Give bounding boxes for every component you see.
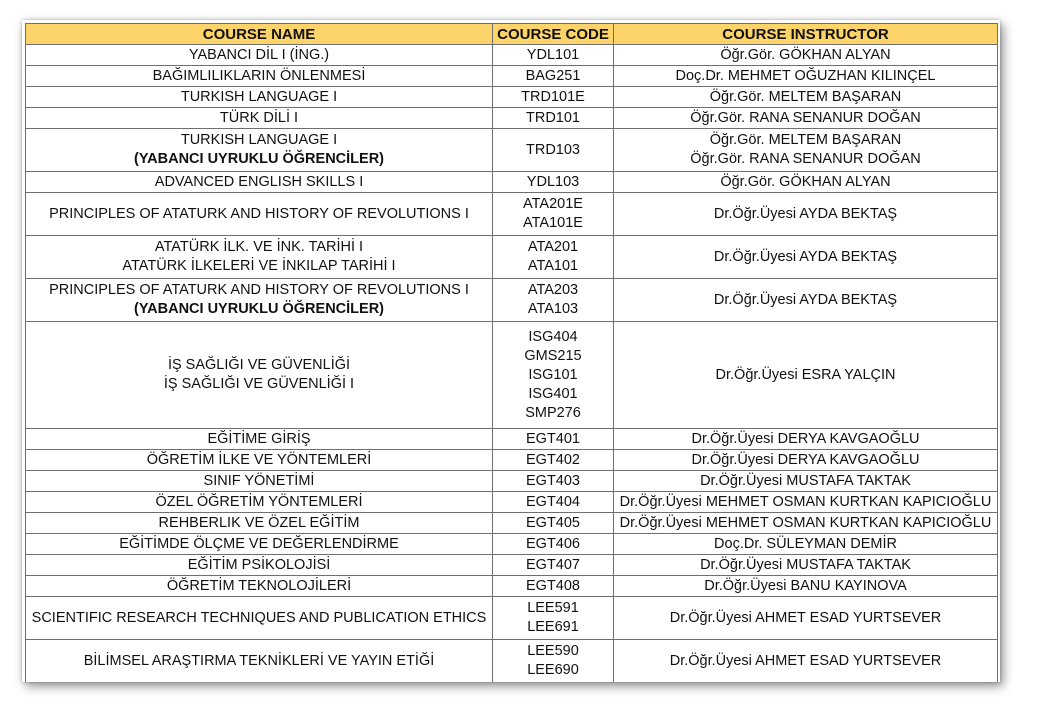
course-name-cell — [26, 513, 493, 534]
table-row — [26, 172, 998, 193]
table-row — [26, 66, 998, 87]
instructor-name: Dr.Öğr.Üyesi AYDA BEKTAŞ — [713, 291, 898, 308]
header-course-instructor: COURSE INSTRUCTOR — [614, 24, 998, 45]
instructor-name: Dr.Öğr.Üyesi MUSTAFA TAKTAK — [700, 556, 911, 573]
table-row — [26, 108, 998, 129]
course-code: ATA201E — [523, 196, 583, 212]
course-code: YDL103 — [526, 173, 580, 190]
course-code: ATA201 — [527, 239, 579, 255]
course-code: TRD103 — [526, 141, 580, 158]
instructor-name: Dr.Öğr.Üyesi AHMET ESAD YURTSEVER — [669, 652, 942, 669]
course-name-cell — [26, 492, 493, 513]
course-code: TRD101E — [521, 88, 585, 105]
course-name-cell — [26, 279, 493, 322]
course-instructor-cell — [614, 492, 998, 513]
course-code-cell — [493, 471, 614, 492]
course-code-cell — [493, 172, 614, 193]
course-name-cell — [26, 129, 493, 172]
course-code-cell — [493, 555, 614, 576]
course-name-line: ADVANCED ENGLISH SKILLS I — [154, 173, 364, 190]
course-name-cell — [26, 87, 493, 108]
course-instructor-cell — [614, 279, 998, 322]
course-code-cell — [493, 597, 614, 640]
course-instructor-cell — [614, 172, 998, 193]
course-code: EGT408 — [526, 577, 580, 594]
instructor-name: Dr.Öğr.Üyesi AYDA BEKTAŞ — [713, 248, 898, 265]
course-instructor-cell — [614, 450, 998, 471]
table-row — [26, 429, 998, 450]
table-row — [26, 45, 998, 66]
course-code: EGT405 — [526, 514, 580, 531]
course-code: EGT406 — [526, 535, 580, 552]
course-name-cell — [26, 322, 493, 429]
course-name-line: EĞİTİM PSİKOLOJİSİ — [187, 556, 331, 573]
instructor-name: Öğr.Gör. RANA SENANUR DOĞAN — [690, 109, 921, 126]
course-instructor-cell — [614, 534, 998, 555]
course-name-cell — [26, 108, 493, 129]
course-name-cell — [26, 193, 493, 236]
course-name-cell — [26, 66, 493, 87]
course-instructor-cell — [614, 429, 998, 450]
course-code-cell — [493, 87, 614, 108]
course-code: LEE690 — [527, 662, 579, 678]
course-name-cell — [26, 555, 493, 576]
course-instructor-cell — [614, 45, 998, 66]
table-row — [26, 555, 998, 576]
header-row — [26, 24, 998, 45]
instructor-name: Dr.Öğr.Üyesi MUSTAFA TAKTAK — [700, 472, 911, 489]
table-row — [26, 450, 998, 471]
course-name-cell — [26, 640, 493, 683]
course-instructor-cell — [614, 193, 998, 236]
course-name-cell — [26, 172, 493, 193]
course-name-cell — [26, 236, 493, 279]
course-code-cell — [493, 492, 614, 513]
course-instructor-cell — [614, 471, 998, 492]
course-code: ISG404 — [528, 328, 578, 345]
course-name-cell — [26, 45, 493, 66]
course-code: EGT402 — [526, 451, 580, 468]
instructor-name: Öğr.Gör. RANA SENANUR DOĞAN — [690, 151, 921, 167]
instructor-name: Öğr.Gör. GÖKHAN ALYAN — [720, 173, 891, 190]
course-name-line: ÖĞRETİM İLKE VE YÖNTEMLERİ — [146, 451, 372, 468]
course-code: EGT404 — [526, 493, 580, 510]
table-row — [26, 513, 998, 534]
course-name-line: ÖĞRETİM TEKNOLOJİLERİ — [166, 577, 352, 594]
course-code: ISG401 — [528, 385, 578, 402]
course-name-line: REHBERLIK VE ÖZEL EĞİTİM — [158, 514, 360, 531]
header-course-code: COURSE CODE — [493, 24, 614, 45]
instructor-name: Dr.Öğr.Üyesi AHMET ESAD YURTSEVER — [669, 609, 942, 626]
course-instructor-cell — [614, 236, 998, 279]
course-instructor-cell — [614, 640, 998, 683]
header-course-name: COURSE NAME — [26, 24, 493, 45]
table-row — [26, 279, 998, 322]
table-row — [26, 236, 998, 279]
course-name-line: TÜRK DİLİ I — [219, 109, 299, 126]
instructor-name: Doç.Dr. MEHMET OĞUZHAN KILINÇEL — [675, 67, 936, 84]
instructor-name: Öğr.Gör. MELTEM BAŞARAN — [709, 88, 902, 105]
course-name-line: BAĞIMLILIKLARIN ÖNLENMESİ — [152, 67, 366, 84]
course-name-cell — [26, 471, 493, 492]
instructor-name: Öğr.Gör. MELTEM BAŞARAN — [709, 132, 902, 148]
course-instructor-cell — [614, 129, 998, 172]
course-name-line: YABANCI DİL I (İNG.) — [188, 46, 330, 63]
course-code: ATA101 — [527, 258, 579, 274]
instructor-name: Dr.Öğr.Üyesi BANU KAYINOVA — [704, 577, 907, 594]
course-name-line: SCIENTIFIC RESEARCH TECHNIQUES AND PUBLICATION ETHICS — [31, 609, 487, 626]
course-name-line: ÖZEL ÖĞRETİM YÖNTEMLERİ — [155, 493, 363, 510]
course-code-cell — [493, 322, 614, 429]
course-name-line: İŞ SAĞLIĞI VE GÜVENLİĞİ I — [163, 376, 355, 392]
course-code-cell — [493, 279, 614, 322]
course-code: ATA101E — [523, 215, 583, 231]
course-instructor-cell — [614, 66, 998, 87]
course-code: ATA203 — [527, 282, 579, 298]
table-row — [26, 534, 998, 555]
instructor-name: Dr.Öğr.Üyesi MEHMET OSMAN KURTKAN KAPICIOĞLU — [619, 493, 992, 510]
course-code: LEE691 — [527, 619, 579, 635]
course-name-line: ATATÜRK İLKELERİ VE İNKILAP TARİHİ I — [122, 258, 396, 274]
course-code: TRD101 — [526, 109, 580, 126]
course-table-body — [26, 45, 998, 683]
course-code: SMP276 — [525, 404, 581, 421]
instructor-name: Öğr.Gör. GÖKHAN ALYAN — [720, 46, 891, 63]
course-code-cell — [493, 450, 614, 471]
course-name-cell — [26, 450, 493, 471]
course-name-line: (YABANCI UYRUKLU ÖĞRENCİLER) — [134, 151, 384, 167]
course-code: EGT407 — [526, 556, 580, 573]
course-code: LEE590 — [527, 643, 579, 659]
course-name-line: ATATÜRK İLK. VE İNK. TARİHİ I — [154, 239, 364, 255]
course-instructor-cell — [614, 513, 998, 534]
instructor-name: Dr.Öğr.Üyesi ESRA YALÇIN — [715, 366, 896, 383]
course-code: EGT401 — [526, 430, 580, 447]
table-row — [26, 576, 998, 597]
course-code-cell — [493, 129, 614, 172]
table-row — [26, 87, 998, 108]
course-name-cell — [26, 597, 493, 640]
instructor-name: Doç.Dr. SÜLEYMAN DEMİR — [714, 535, 897, 552]
course-code: GMS215 — [524, 347, 582, 364]
course-instructor-cell — [614, 322, 998, 429]
course-code: LEE591 — [527, 600, 579, 616]
table-row — [26, 471, 998, 492]
course-code: EGT403 — [526, 472, 580, 489]
course-name-line: BİLİMSEL ARAŞTIRMA TEKNİKLERİ VE YAYIN ETİĞİ — [83, 652, 435, 669]
table-row — [26, 193, 998, 236]
course-name-line: İŞ SAĞLIĞI VE GÜVENLİĞİ — [167, 357, 351, 373]
course-name-line: TURKISH LANGUAGE I — [180, 132, 338, 148]
course-sheet — [22, 20, 1000, 682]
course-code-cell — [493, 640, 614, 683]
course-instructor-cell — [614, 576, 998, 597]
course-instructor-cell — [614, 597, 998, 640]
course-code-cell — [493, 45, 614, 66]
course-instructor-cell — [614, 108, 998, 129]
course-table — [25, 23, 998, 682]
course-name-cell — [26, 576, 493, 597]
course-name-line: PRINCIPLES OF ATATURK AND HISTORY OF REVOLUTIONS I — [49, 282, 469, 298]
course-code-cell — [493, 66, 614, 87]
course-code: YDL101 — [526, 46, 580, 63]
course-name-line: TURKISH LANGUAGE I — [180, 88, 338, 105]
course-code-cell — [493, 534, 614, 555]
table-row — [26, 597, 998, 640]
instructor-name: Dr.Öğr.Üyesi DERYA KAVGAOĞLU — [691, 430, 920, 447]
instructor-name: Dr.Öğr.Üyesi AYDA BEKTAŞ — [713, 205, 898, 222]
instructor-name: Dr.Öğr.Üyesi DERYA KAVGAOĞLU — [691, 451, 920, 468]
table-row — [26, 640, 998, 683]
course-code-cell — [493, 576, 614, 597]
course-code-cell — [493, 193, 614, 236]
course-instructor-cell — [614, 555, 998, 576]
table-row — [26, 322, 998, 429]
course-name-cell — [26, 534, 493, 555]
course-instructor-cell — [614, 87, 998, 108]
course-code: BAG251 — [525, 67, 581, 84]
instructor-name: Dr.Öğr.Üyesi MEHMET OSMAN KURTKAN KAPICIOĞLU — [619, 514, 992, 531]
course-name-line: EĞİTİMDE ÖLÇME VE DEĞERLENDİRME — [119, 535, 399, 552]
course-name-line: PRINCIPLES OF ATATURK AND HISTORY OF REVOLUTIONS I — [49, 205, 469, 222]
course-code-cell — [493, 236, 614, 279]
course-name-line: (YABANCI UYRUKLU ÖĞRENCİLER) — [134, 301, 384, 317]
course-code-cell — [493, 429, 614, 450]
course-name-cell — [26, 429, 493, 450]
table-row — [26, 129, 998, 172]
course-name-line: SINIF YÖNETİMİ — [203, 472, 315, 489]
course-code: ISG101 — [528, 366, 578, 383]
course-code-cell — [493, 513, 614, 534]
course-name-line: EĞİTİME GİRİŞ — [207, 430, 311, 447]
table-row — [26, 492, 998, 513]
course-code: ATA103 — [527, 301, 579, 317]
course-code-cell — [493, 108, 614, 129]
